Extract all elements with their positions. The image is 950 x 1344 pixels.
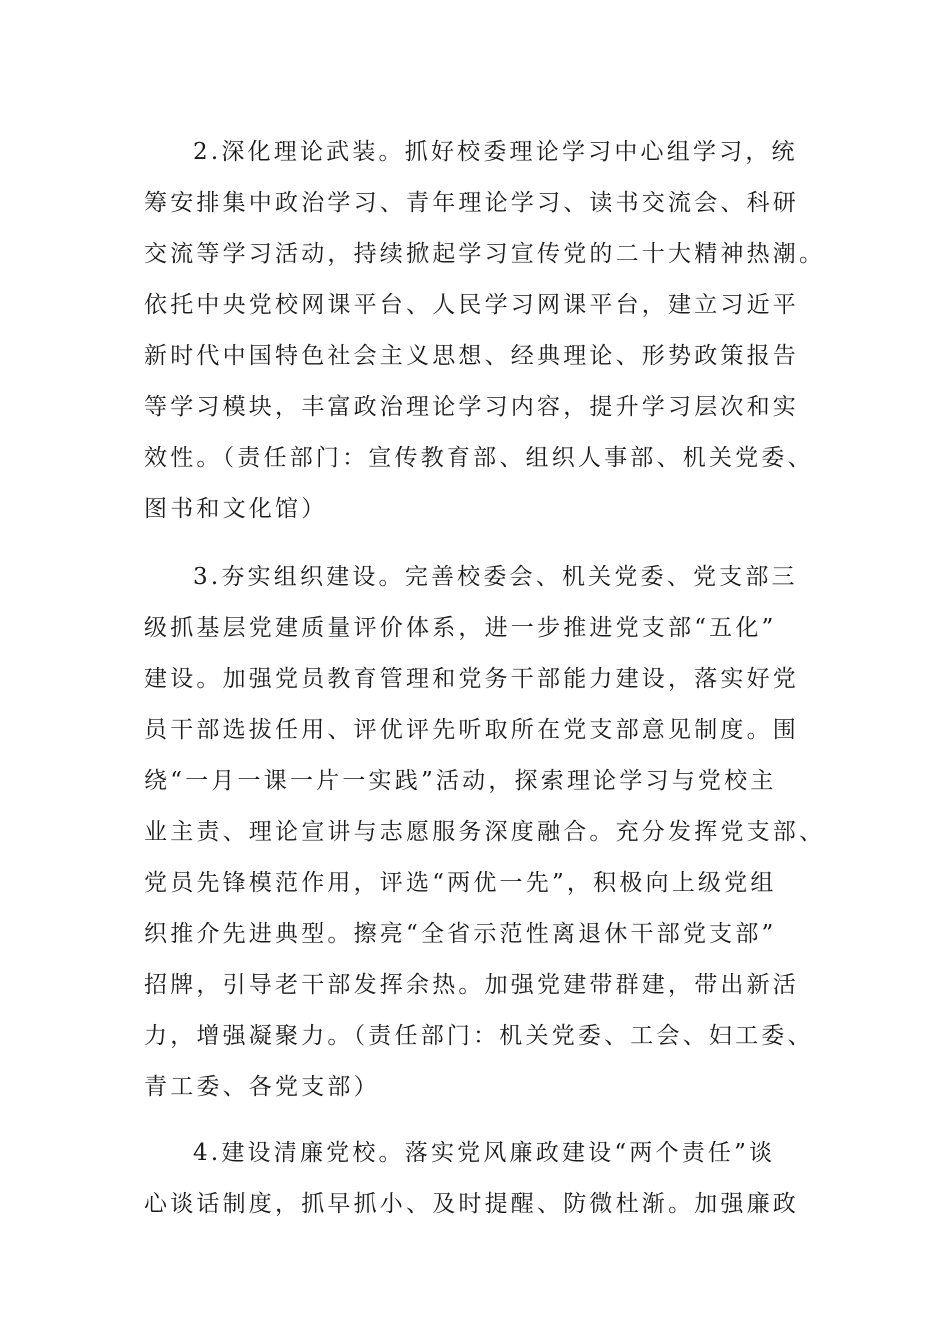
- paragraph-clean-party-school: [144, 1128, 804, 1230]
- text-line: 4.建设清廉党校。落实党风廉政建设“两个责任”谈: [193, 1140, 776, 1166]
- text-line: 交流等学习活动，持续掀起学习宣传党的二十大精神热潮。: [144, 241, 826, 267]
- text-line: 新时代中国特色社会主义思想、经典理论、形势政策报告: [144, 343, 799, 369]
- text-line: 图书和文化馆）: [144, 496, 328, 522]
- paragraph-organization-building: [144, 552, 826, 1113]
- text-line: 效性。（责任部门：宣传教育部、组织人事部、机关党委、: [144, 445, 814, 471]
- text-line: 力，增强凝聚力。（责任部门：机关党委、工会、妇工委、: [144, 1023, 814, 1049]
- text-line: 绕“一月一课一片一实践”活动，探索理论学习与党校主: [144, 768, 777, 794]
- text-line: 筹安排集中政治学习、青年理论学习、读书交流会、科研: [144, 190, 799, 216]
- text-line: 3.夯实组织建设。完善校委会、机关党委、党支部三: [193, 564, 798, 590]
- text-line: 级抓基层党建质量评价体系，进一步推进党支部“五化”: [144, 615, 777, 641]
- text-line: 心谈话制度，抓早抓小、及时提醒、防微杜渐。加强廉政: [144, 1191, 799, 1217]
- text-line: 建设。加强党员教育管理和党务干部能力建设，落实好党: [144, 666, 799, 692]
- text-line: 织推介先进典型。擦亮“全省示范性离退休干部党支部”: [144, 921, 777, 947]
- text-line: 等学习模块，丰富政治理论学习内容，提升学习层次和实: [144, 394, 799, 420]
- text-line: 业主责、理论宣讲与志愿服务深度融合。充分发挥党支部、: [144, 819, 826, 845]
- text-line: 党员先锋模范作用，评选“两优一先”，积极向上级党组: [144, 870, 777, 896]
- document-body: [144, 127, 826, 1230]
- text-line: 员干部选拔任用、评优评先听取所在党支部意见制度。围: [144, 717, 799, 743]
- text-line: 2.深化理论武装。抓好校委理论学习中心组学习，统: [193, 139, 798, 165]
- text-line: 依托中央党校网课平台、人民学习网课平台，建立习近平: [144, 292, 799, 318]
- paragraph-theory-study: [144, 127, 826, 535]
- text-line: 青工委、各党支部）: [144, 1074, 380, 1100]
- text-line: 招牌，引导老干部发挥余热。加强党建带群建，带出新活: [144, 972, 799, 998]
